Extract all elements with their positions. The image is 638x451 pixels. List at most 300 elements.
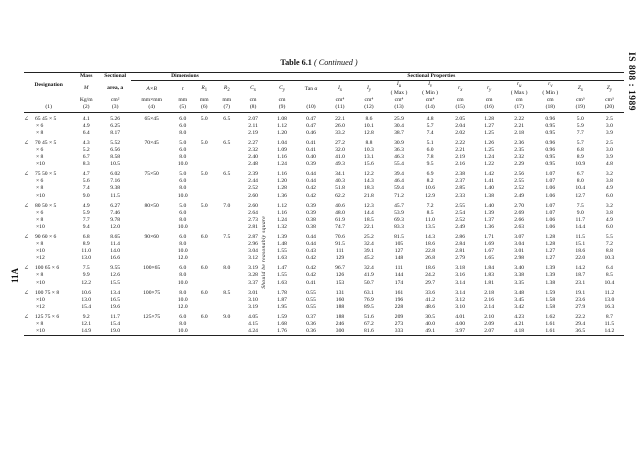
property-cell: 0.41 bbox=[306, 139, 316, 146]
property-cell: 33.2 bbox=[335, 129, 345, 136]
angle-symbol: ∠ bbox=[24, 202, 29, 209]
table-caption bbox=[0, 58, 638, 67]
r2-cell bbox=[215, 210, 239, 217]
r1-cell bbox=[194, 210, 215, 217]
sectional-properties-header: Sectional Properties bbox=[239, 73, 624, 81]
property-cell: 0.95 bbox=[545, 154, 556, 161]
property-cell: 0.44 bbox=[306, 178, 316, 185]
property-cell: 2.18 bbox=[484, 289, 494, 296]
property-cell: 1.55 bbox=[277, 272, 287, 279]
property-cell: 0.95 bbox=[545, 129, 556, 136]
r1-cell bbox=[194, 193, 215, 200]
property-cell: 4.18 bbox=[504, 328, 535, 336]
table-row bbox=[24, 328, 624, 336]
col-number-5: (6) bbox=[194, 104, 215, 112]
property-cell: 2.5 bbox=[605, 139, 613, 146]
dims-cell bbox=[131, 297, 172, 304]
designation-cell: × 8 bbox=[36, 154, 44, 161]
property-cell: 0.36 bbox=[306, 321, 316, 328]
r1-cell bbox=[194, 224, 215, 231]
mass-cell: 7.5 bbox=[82, 265, 90, 272]
property-cell: 333 bbox=[383, 328, 414, 336]
property-cell: 41.9 bbox=[364, 272, 374, 279]
header-row-1 bbox=[24, 73, 624, 81]
thickness-cell: 10.0 bbox=[177, 279, 188, 286]
property-cell: 2.63 bbox=[514, 223, 525, 230]
area-cell: 8.58 bbox=[110, 154, 121, 161]
property-cell: 15.6 bbox=[364, 161, 374, 168]
property-cell: 81.5 bbox=[394, 233, 404, 240]
property-cell: 0.41 bbox=[306, 279, 316, 286]
property-cell: 2.09 bbox=[484, 321, 494, 328]
property-cell: 6.0 bbox=[605, 192, 613, 199]
property-cell: 1.06 bbox=[545, 192, 556, 199]
property-cell: 18.6 bbox=[575, 248, 586, 255]
property-cell: 3.2 bbox=[605, 202, 613, 209]
property-cell: 32.0 bbox=[335, 146, 345, 153]
property-cell: 8.5 bbox=[426, 209, 434, 216]
r1-cell: 6.0 bbox=[200, 313, 208, 320]
property-cell: 0.42 bbox=[306, 272, 316, 279]
property-cell: 1.20 bbox=[277, 178, 287, 185]
thickness-cell: 12.0 bbox=[177, 255, 188, 262]
property-cell: 2.02 bbox=[455, 129, 466, 136]
property-cell: 2.19 bbox=[455, 154, 466, 161]
property-cell: 1.78 bbox=[277, 289, 287, 296]
property-cell: 26.0 bbox=[335, 122, 345, 129]
col-number-14: (15) bbox=[446, 104, 475, 112]
dims-cell bbox=[131, 272, 172, 279]
property-cell: 22.2 bbox=[575, 313, 586, 320]
property-cell: 1.09 bbox=[277, 146, 287, 153]
dims-cell bbox=[131, 193, 172, 200]
area-cell: 9.55 bbox=[110, 265, 121, 272]
angle-symbol: ∠ bbox=[24, 115, 29, 122]
property-cell: 1.95 bbox=[277, 303, 287, 310]
property-cell: 2.04 bbox=[455, 122, 466, 129]
mass-cell: 5.2 bbox=[82, 146, 90, 153]
property-cell: 1.40 bbox=[484, 202, 494, 209]
thickness-cell: 8.0 bbox=[179, 272, 187, 279]
mass-cell: 5.9 bbox=[82, 209, 90, 216]
r2-cell: 7.0 bbox=[223, 202, 231, 209]
table-row bbox=[24, 248, 624, 255]
dims-cell: 90×60 bbox=[144, 233, 159, 240]
property-cell: 7.7 bbox=[576, 129, 584, 136]
property-cell: 2.49 bbox=[455, 223, 466, 230]
property-cell: 1.28 bbox=[277, 185, 287, 192]
r2-cell bbox=[215, 130, 239, 137]
property-cell: 0.44 bbox=[306, 233, 316, 240]
designation-cell: × 8 bbox=[36, 272, 44, 279]
thickness-cell: 5.0 bbox=[179, 139, 187, 146]
property-cell: 0.55 bbox=[306, 289, 316, 296]
property-cell: 6.0 bbox=[426, 146, 434, 153]
thickness-cell: 10.0 bbox=[177, 223, 188, 230]
r2-cell bbox=[215, 328, 239, 336]
property-cell: 2.32 bbox=[248, 146, 258, 153]
r1-cell: 5.0 bbox=[200, 171, 208, 178]
prop-symbol-3: $I_x$ bbox=[338, 84, 342, 93]
thickness-cell: 6.0 bbox=[179, 146, 187, 153]
col-number-18: (19) bbox=[566, 104, 595, 112]
unit-1: Kg/m bbox=[79, 97, 93, 104]
square-note: Should be reasonably square bbox=[261, 216, 267, 289]
property-cell: 4.23 bbox=[514, 313, 525, 320]
property-cell: 1.58 bbox=[545, 303, 556, 310]
property-cell: 8.2 bbox=[426, 178, 434, 185]
property-cell: 2.49 bbox=[514, 192, 525, 199]
r1-cell: 6.0 bbox=[200, 233, 208, 240]
property-cell: 71.2 bbox=[394, 192, 404, 199]
property-cell: 1.47 bbox=[277, 265, 287, 272]
r1-cell: 5.0 bbox=[200, 139, 208, 146]
property-cell: 2.32 bbox=[514, 154, 525, 161]
mass-symbol: M bbox=[83, 85, 89, 92]
dims-cell bbox=[131, 224, 172, 231]
area-cell: 14.0 bbox=[110, 248, 121, 255]
designation-cell: ×10 bbox=[36, 161, 45, 168]
r2-cell: 9.0 bbox=[223, 313, 231, 320]
mass-cell: 12.1 bbox=[81, 321, 92, 328]
designation-cell: × 8 bbox=[36, 216, 44, 223]
dims-cell bbox=[131, 178, 172, 185]
r1-cell bbox=[194, 161, 215, 168]
property-cell: 50.7 bbox=[364, 279, 374, 286]
dims-cell bbox=[131, 185, 172, 192]
property-cell: 0.95 bbox=[545, 122, 556, 129]
property-cell: 0.38 bbox=[306, 216, 316, 223]
thickness-cell: 10.0 bbox=[177, 161, 188, 168]
property-cell: 105 bbox=[394, 241, 404, 248]
property-cell: 2.10 bbox=[484, 313, 494, 320]
r2-cell bbox=[215, 321, 239, 328]
area-cell: 19.6 bbox=[110, 303, 121, 310]
property-cell: 74.7 bbox=[335, 223, 345, 230]
property-cell: 3.19 bbox=[248, 303, 258, 310]
property-cell: 2.05 bbox=[455, 115, 466, 122]
mass-cell: 6.4 bbox=[82, 129, 90, 136]
unit-6: mm bbox=[222, 97, 232, 104]
area-cell: 7.46 bbox=[110, 209, 121, 216]
property-cell: 12.8 bbox=[364, 129, 374, 136]
area-cell: 9.38 bbox=[110, 185, 121, 192]
thickness-cell: 10.0 bbox=[177, 248, 188, 255]
property-cell: 0.40 bbox=[306, 154, 316, 161]
property-cell: 2.87 bbox=[248, 233, 258, 240]
col-number-6: (7) bbox=[215, 104, 239, 112]
r1-cell bbox=[194, 321, 215, 328]
property-cell: 25.9 bbox=[394, 115, 404, 122]
col-number-9: (10) bbox=[297, 104, 326, 112]
col-number-16: (17) bbox=[504, 104, 535, 112]
r1-cell bbox=[194, 241, 215, 248]
r1-cell bbox=[194, 130, 215, 137]
property-cell: 2.07 bbox=[248, 115, 258, 122]
r2-cell: 6.5 bbox=[223, 139, 231, 146]
area-cell: 11.7 bbox=[110, 313, 120, 320]
table-row bbox=[24, 304, 624, 311]
property-cell: 2.52 bbox=[514, 185, 525, 192]
property-cell: 1.37 bbox=[484, 216, 494, 223]
table-row bbox=[24, 241, 624, 248]
table-row bbox=[24, 287, 624, 297]
standard-number: IS 808 : 1989 bbox=[626, 52, 636, 112]
property-cell: 1.84 bbox=[484, 265, 494, 272]
property-cell: 15.1 bbox=[575, 241, 586, 248]
dim-symbol-3: $R_2$ bbox=[223, 84, 230, 93]
property-cell: 1.27 bbox=[545, 255, 556, 262]
mass-cell: 12.2 bbox=[81, 279, 92, 286]
property-cell: 1.61 bbox=[535, 328, 566, 336]
property-cell: 1.07 bbox=[545, 209, 556, 216]
property-cell: 91.5 bbox=[335, 241, 345, 248]
r2-cell bbox=[215, 161, 239, 168]
table-row bbox=[24, 193, 624, 200]
header-row-numbers bbox=[24, 104, 624, 112]
property-cell: 2.60 bbox=[248, 192, 258, 199]
property-cell: 14.4 bbox=[575, 223, 586, 230]
property-cell: 14.3 bbox=[364, 178, 374, 185]
thickness-cell: 6.0 bbox=[179, 313, 187, 320]
r1-cell bbox=[194, 154, 215, 161]
area-cell: 12.6 bbox=[110, 272, 121, 279]
property-cell: 2.70 bbox=[514, 202, 525, 209]
dims-cell bbox=[131, 123, 172, 130]
dimensions-header: Dimensions bbox=[131, 73, 238, 81]
r2-cell: 6.5 bbox=[223, 171, 231, 178]
property-cell: 0.47 bbox=[306, 122, 316, 129]
thickness-cell: 10.0 bbox=[177, 296, 188, 303]
r2-cell bbox=[215, 297, 239, 304]
property-cell: 11.7 bbox=[575, 216, 586, 223]
dims-cell bbox=[131, 217, 172, 224]
designation-cell: × 8 bbox=[36, 185, 44, 192]
property-cell: 8.6 bbox=[365, 115, 373, 122]
property-cell: 29.7 bbox=[425, 279, 435, 286]
prop-symbol-0: $C_x$ bbox=[250, 84, 256, 93]
property-cell: 10.3 bbox=[364, 146, 374, 153]
mass-cell: 9.9 bbox=[82, 272, 90, 279]
mass-header: Mass bbox=[73, 73, 99, 81]
r2-cell bbox=[215, 154, 239, 161]
table-row bbox=[24, 272, 624, 279]
unit-19: cm³ bbox=[605, 97, 614, 104]
property-cell: 4.8 bbox=[605, 161, 613, 168]
prop-symbol-9: $r_u$ ( Max ) bbox=[510, 81, 528, 97]
property-cell: 11.5 bbox=[604, 321, 615, 328]
designation-cell: ∠ 65 45 × 5 bbox=[24, 115, 57, 122]
property-cell: 3.37 bbox=[248, 279, 258, 286]
property-cell: 3.97 bbox=[446, 328, 475, 336]
table-row bbox=[24, 137, 624, 147]
property-cell: 22.1 bbox=[335, 115, 345, 122]
angle-symbol: ∠ bbox=[24, 233, 29, 240]
designation-cell: ∠ 75 50 × 5 bbox=[24, 171, 57, 178]
property-cell: 0.41 bbox=[306, 146, 316, 153]
designation-cell: ×12 bbox=[36, 303, 45, 310]
thickness-cell: 6.0 bbox=[179, 233, 187, 240]
designation-cell: ∠ 70 45 × 5 bbox=[24, 139, 57, 146]
table-row bbox=[24, 231, 624, 241]
prop-symbol-2: Tan α bbox=[304, 85, 318, 92]
property-cell: 4.05 bbox=[248, 313, 258, 320]
dims-cell: 100×75 bbox=[143, 289, 161, 296]
thickness-cell: 6.0 bbox=[179, 178, 187, 185]
dims-cell: 100×65 bbox=[143, 265, 161, 272]
property-cell: 1.24 bbox=[277, 161, 287, 168]
property-cell: 10.9 bbox=[575, 161, 586, 168]
r2-cell bbox=[215, 255, 239, 262]
property-cell: 3.0 bbox=[605, 122, 613, 129]
mass-cell: 4.1 bbox=[82, 115, 90, 122]
property-cell: 2.56 bbox=[514, 171, 525, 178]
area-cell: 15.5 bbox=[110, 279, 121, 286]
property-cell: 46.3 bbox=[394, 154, 404, 161]
property-cell: 59.4 bbox=[394, 185, 404, 192]
property-cell: 3.12 bbox=[248, 255, 258, 262]
dims-cell bbox=[131, 130, 172, 137]
property-cell: 32.4 bbox=[364, 265, 374, 272]
property-cell: 129 bbox=[335, 255, 345, 262]
property-cell: 2.33 bbox=[455, 192, 466, 199]
col-number-13: (14) bbox=[415, 104, 446, 112]
area-cell: 9.78 bbox=[110, 216, 121, 223]
property-cell: 127 bbox=[394, 248, 404, 255]
prop-symbol-11: $Z_x$ bbox=[577, 84, 583, 93]
angle-symbol: ∠ bbox=[24, 265, 29, 272]
designation-cell: × 6 bbox=[36, 178, 44, 185]
property-cell: 1.38 bbox=[484, 192, 494, 199]
area-cell: 5.52 bbox=[110, 139, 121, 146]
r1-cell bbox=[194, 304, 215, 311]
property-cell: 3.01 bbox=[514, 248, 525, 255]
property-cell: 4.9 bbox=[605, 185, 613, 192]
property-cell: 1.48 bbox=[277, 241, 287, 248]
property-cell: 1.42 bbox=[484, 171, 494, 178]
property-cell: 13.0 bbox=[604, 296, 615, 303]
property-cell: 7.2 bbox=[605, 241, 613, 248]
unit-16: cm bbox=[515, 97, 523, 104]
property-cell: 2.07 bbox=[475, 328, 504, 336]
property-cell: 19.1 bbox=[575, 289, 586, 296]
angle-symbol: ∠ bbox=[24, 139, 29, 146]
area-label: area, a bbox=[107, 85, 124, 92]
property-cell: 1.69 bbox=[484, 241, 494, 248]
property-cell: 0.44 bbox=[306, 171, 316, 178]
thickness-cell: 8.0 bbox=[179, 185, 187, 192]
property-cell: 67.2 bbox=[364, 321, 374, 328]
property-cell: 7.5 bbox=[576, 202, 584, 209]
property-cell: 6.9 bbox=[426, 171, 434, 178]
property-cell: 18.7 bbox=[575, 272, 586, 279]
area-cell: 6.56 bbox=[110, 146, 121, 153]
property-cell: 2.81 bbox=[248, 223, 258, 230]
col-number-7: (8) bbox=[239, 104, 268, 112]
property-cell: 2.60 bbox=[248, 202, 258, 209]
property-cell: 2.96 bbox=[248, 241, 258, 248]
col-number-11: (12) bbox=[354, 104, 383, 112]
r1-cell: 6.0 bbox=[200, 289, 208, 296]
property-cell: 2.18 bbox=[514, 129, 525, 136]
unit-13: cm⁴ bbox=[425, 97, 435, 104]
r1-cell: 6.0 bbox=[200, 265, 208, 272]
property-cell: 36.5 bbox=[566, 328, 595, 336]
col-number-2: (3) bbox=[99, 104, 131, 112]
r1-cell bbox=[194, 123, 215, 130]
property-cell: 0.43 bbox=[306, 248, 316, 255]
property-cell: 48.0 bbox=[335, 209, 345, 216]
mass-cell: 8.3 bbox=[82, 161, 90, 168]
property-cell: 8.9 bbox=[576, 154, 584, 161]
property-cell: 2.64 bbox=[248, 209, 258, 216]
property-cell: 40.3 bbox=[335, 178, 345, 185]
property-cell: 2.86 bbox=[455, 233, 466, 240]
property-cell: 14.2 bbox=[575, 265, 586, 272]
col-number-12: (13) bbox=[383, 104, 414, 112]
prop-symbol-5: $I_u$ ( Max ) bbox=[390, 81, 408, 97]
unit-17: cm bbox=[546, 97, 554, 104]
property-cell: 1.39 bbox=[484, 209, 494, 216]
r2-cell bbox=[215, 248, 239, 255]
designation-cell: ×10 bbox=[36, 192, 45, 199]
prop-symbol-10: $r_v$ ( Min ) bbox=[542, 81, 559, 97]
property-cell: 1.58 bbox=[545, 296, 556, 303]
property-cell: 2.40 bbox=[248, 154, 258, 161]
property-cell: 34.1 bbox=[335, 171, 345, 178]
r1-cell bbox=[194, 185, 215, 192]
property-cell: 2.66 bbox=[514, 216, 525, 223]
property-cell: 6.0 bbox=[605, 223, 613, 230]
property-cell: 1.36 bbox=[484, 223, 494, 230]
thickness-cell: 8.0 bbox=[179, 129, 187, 136]
unit-10: cm⁴ bbox=[335, 97, 345, 104]
area-cell: 10.5 bbox=[110, 161, 121, 168]
property-cell: 5.7 bbox=[426, 122, 434, 129]
thickness-cell: 6.0 bbox=[179, 209, 187, 216]
designation-cell: ×10 bbox=[36, 279, 45, 286]
dims-cell bbox=[131, 161, 172, 168]
property-cell: 3.01 bbox=[248, 289, 258, 296]
property-cell: 0.37 bbox=[306, 313, 316, 320]
col-number-4: (5) bbox=[172, 104, 193, 112]
property-cell: 1.12 bbox=[277, 122, 287, 129]
area-cell: 5.26 bbox=[110, 115, 121, 122]
property-cell: 1.24 bbox=[484, 154, 494, 161]
designation-cell: ×10 bbox=[36, 248, 45, 255]
property-cell: 1.24 bbox=[277, 216, 287, 223]
prop-symbol-12: $Z_y$ bbox=[606, 84, 612, 93]
property-cell: 196 bbox=[394, 296, 404, 303]
designation-cell: ∠ 80 50 × 5 bbox=[24, 202, 57, 209]
r2-cell bbox=[215, 224, 239, 231]
property-cell: 27.9 bbox=[575, 303, 586, 310]
property-cell: 1.39 bbox=[545, 265, 556, 272]
property-cell: 8.8 bbox=[605, 248, 613, 255]
property-cell: 53.9 bbox=[394, 209, 404, 216]
mass-cell: 9.0 bbox=[82, 192, 90, 199]
property-cell: 18.5 bbox=[364, 216, 374, 223]
property-cell: 36.3 bbox=[394, 146, 404, 153]
property-cell: 1.76 bbox=[268, 328, 297, 336]
table-row bbox=[24, 311, 624, 321]
property-cell: 0.46 bbox=[306, 129, 316, 136]
property-cell: 1.55 bbox=[277, 248, 287, 255]
designation-cell: × 8 bbox=[36, 321, 44, 328]
property-cell: 40.6 bbox=[335, 202, 345, 209]
property-cell: 11.0 bbox=[425, 216, 435, 223]
property-cell: 3.38 bbox=[514, 272, 525, 279]
